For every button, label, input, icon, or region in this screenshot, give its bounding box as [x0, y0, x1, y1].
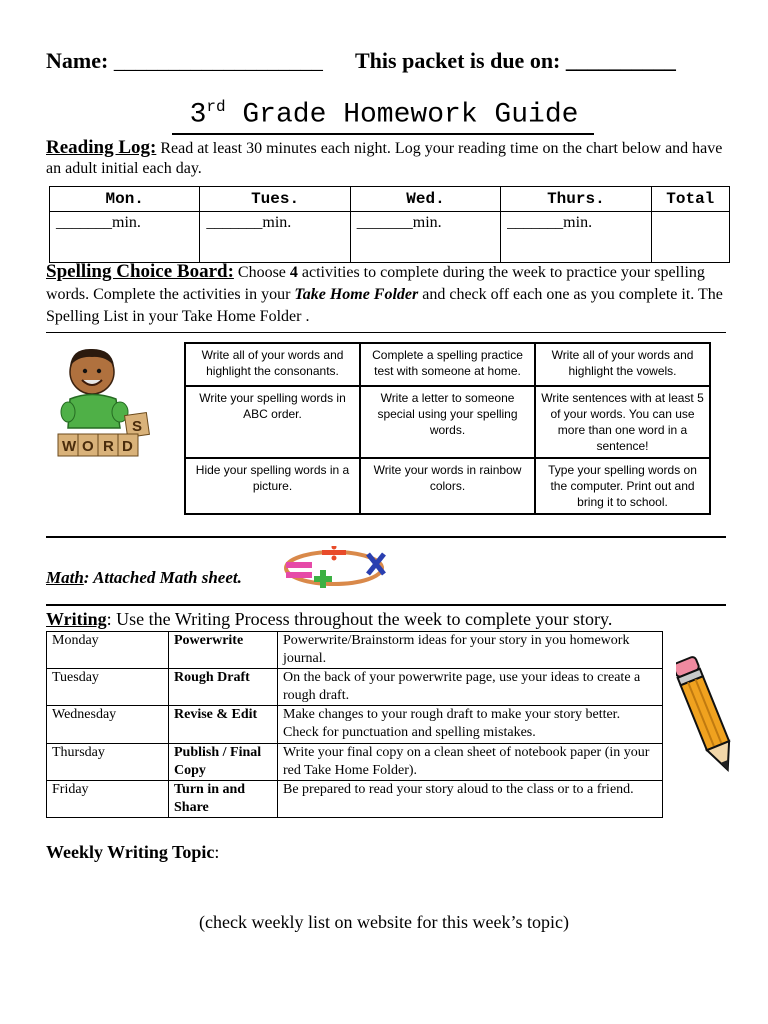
board-cell: Write all of your words and highlight the consonants. [185, 343, 360, 386]
board-cell: Complete a spelling practice test with someone at home. [360, 343, 535, 386]
board-row [185, 458, 710, 514]
total-minutes [651, 212, 729, 263]
board-cell: Write your words in rainbow colors. [360, 458, 535, 514]
block-letter: S [132, 418, 143, 435]
table-header-row [50, 187, 730, 212]
math-line: Math: Attached Math sheet. [46, 568, 242, 587]
tues-minutes: _______min. [200, 212, 350, 263]
col-total: Total [651, 187, 729, 212]
spelling-choice-board [184, 342, 711, 515]
thurs-minutes: _______min. [501, 212, 651, 263]
writing-instructions: Writing: Use the Writing Process throughout the week to complete your story. [46, 609, 613, 629]
col-tues: Tues. [200, 187, 350, 212]
board-row [185, 343, 710, 386]
wed-minutes: _______min. [350, 212, 500, 263]
table-row: Wednesday Revise & Edit Make changes to your rough draft to make your story better. Check for punctuation and spelling mistakes. [47, 706, 663, 744]
table-row: Thursday Publish / Final Copy Write your final copy on a clean sheet of notebook paper (in your red Take Home Folder). [47, 744, 663, 781]
due-date-line [355, 48, 676, 74]
table-row: Friday Turn in and Share Be prepared to read your story aloud to the class or to a friend. [47, 781, 663, 818]
due-label: This packet is due on: [355, 48, 561, 73]
table-row: Tuesday Rough Draft On the back of your powerwrite page, use your ideas to create a rough draft. [47, 669, 663, 706]
name-blank: ___________________ [113, 48, 323, 73]
writing-label: Writing [46, 609, 107, 629]
table-row [50, 212, 730, 263]
writing-process-table [46, 631, 663, 818]
board-cell: Write all of your words and highlight the vowels. [535, 343, 710, 386]
divider [46, 332, 726, 333]
pencil-clipart [676, 650, 736, 782]
board-cell: Write sentences with at least 5 of your words. You can use more than one word in a sentence! [535, 386, 710, 458]
boy-word-blocks-clipart [56, 344, 166, 460]
board-cell: Write your spelling words in ABC order. [185, 386, 360, 458]
math-symbols-clipart [280, 546, 396, 588]
reading-log-instructions: Reading Log: Read at least 30 minutes each night. Log your reading time on the chart below and have an adult initial each day. [46, 137, 723, 177]
name-label: Name: [46, 48, 109, 73]
topic-label: Weekly Writing Topic [46, 842, 215, 862]
block-letter: D [122, 438, 133, 455]
topic-note: (check weekly list on website for this week’s topic) [199, 912, 569, 932]
reading-log-table [49, 186, 730, 263]
block-letter: R [103, 438, 114, 455]
mon-minutes: _______min. [50, 212, 200, 263]
board-cell: Write a letter to someone special using your spelling words. [360, 386, 535, 458]
table-row: Monday Powerwrite Powerwrite/Brainstorm ideas for your story in you homework journal. [47, 632, 663, 669]
board-cell: Hide your spelling words in a picture. [185, 458, 360, 514]
divider [46, 604, 726, 606]
divider [46, 536, 726, 538]
due-blank: __________ [565, 48, 676, 73]
block-letter: O [82, 438, 94, 455]
title-underline [172, 133, 594, 135]
col-mon: Mon. [50, 187, 200, 212]
col-thurs: Thurs. [501, 187, 651, 212]
block-letter: W [62, 438, 77, 455]
weekly-writing-topic: Weekly Writing Topic: [46, 842, 220, 862]
col-wed: Wed. [350, 187, 500, 212]
name-field-line [46, 48, 323, 74]
spelling-instructions: Spelling Choice Board: Choose 4 activities to complete during the week to practice your spelling words. Complete the activities in your Take Home Folder and check off each one as you complete it. The Spelling List in your Take Home Folder . [46, 261, 723, 325]
math-label: Math [46, 568, 84, 587]
page-title: 3rd Grade Homework Guide [189, 98, 579, 131]
reading-log-label: Reading Log: [46, 137, 157, 158]
board-row [185, 386, 710, 458]
spelling-label: Spelling Choice Board: [46, 261, 234, 282]
board-cell: Type your spelling words on the computer. Print out and bring it to school. [535, 458, 710, 514]
